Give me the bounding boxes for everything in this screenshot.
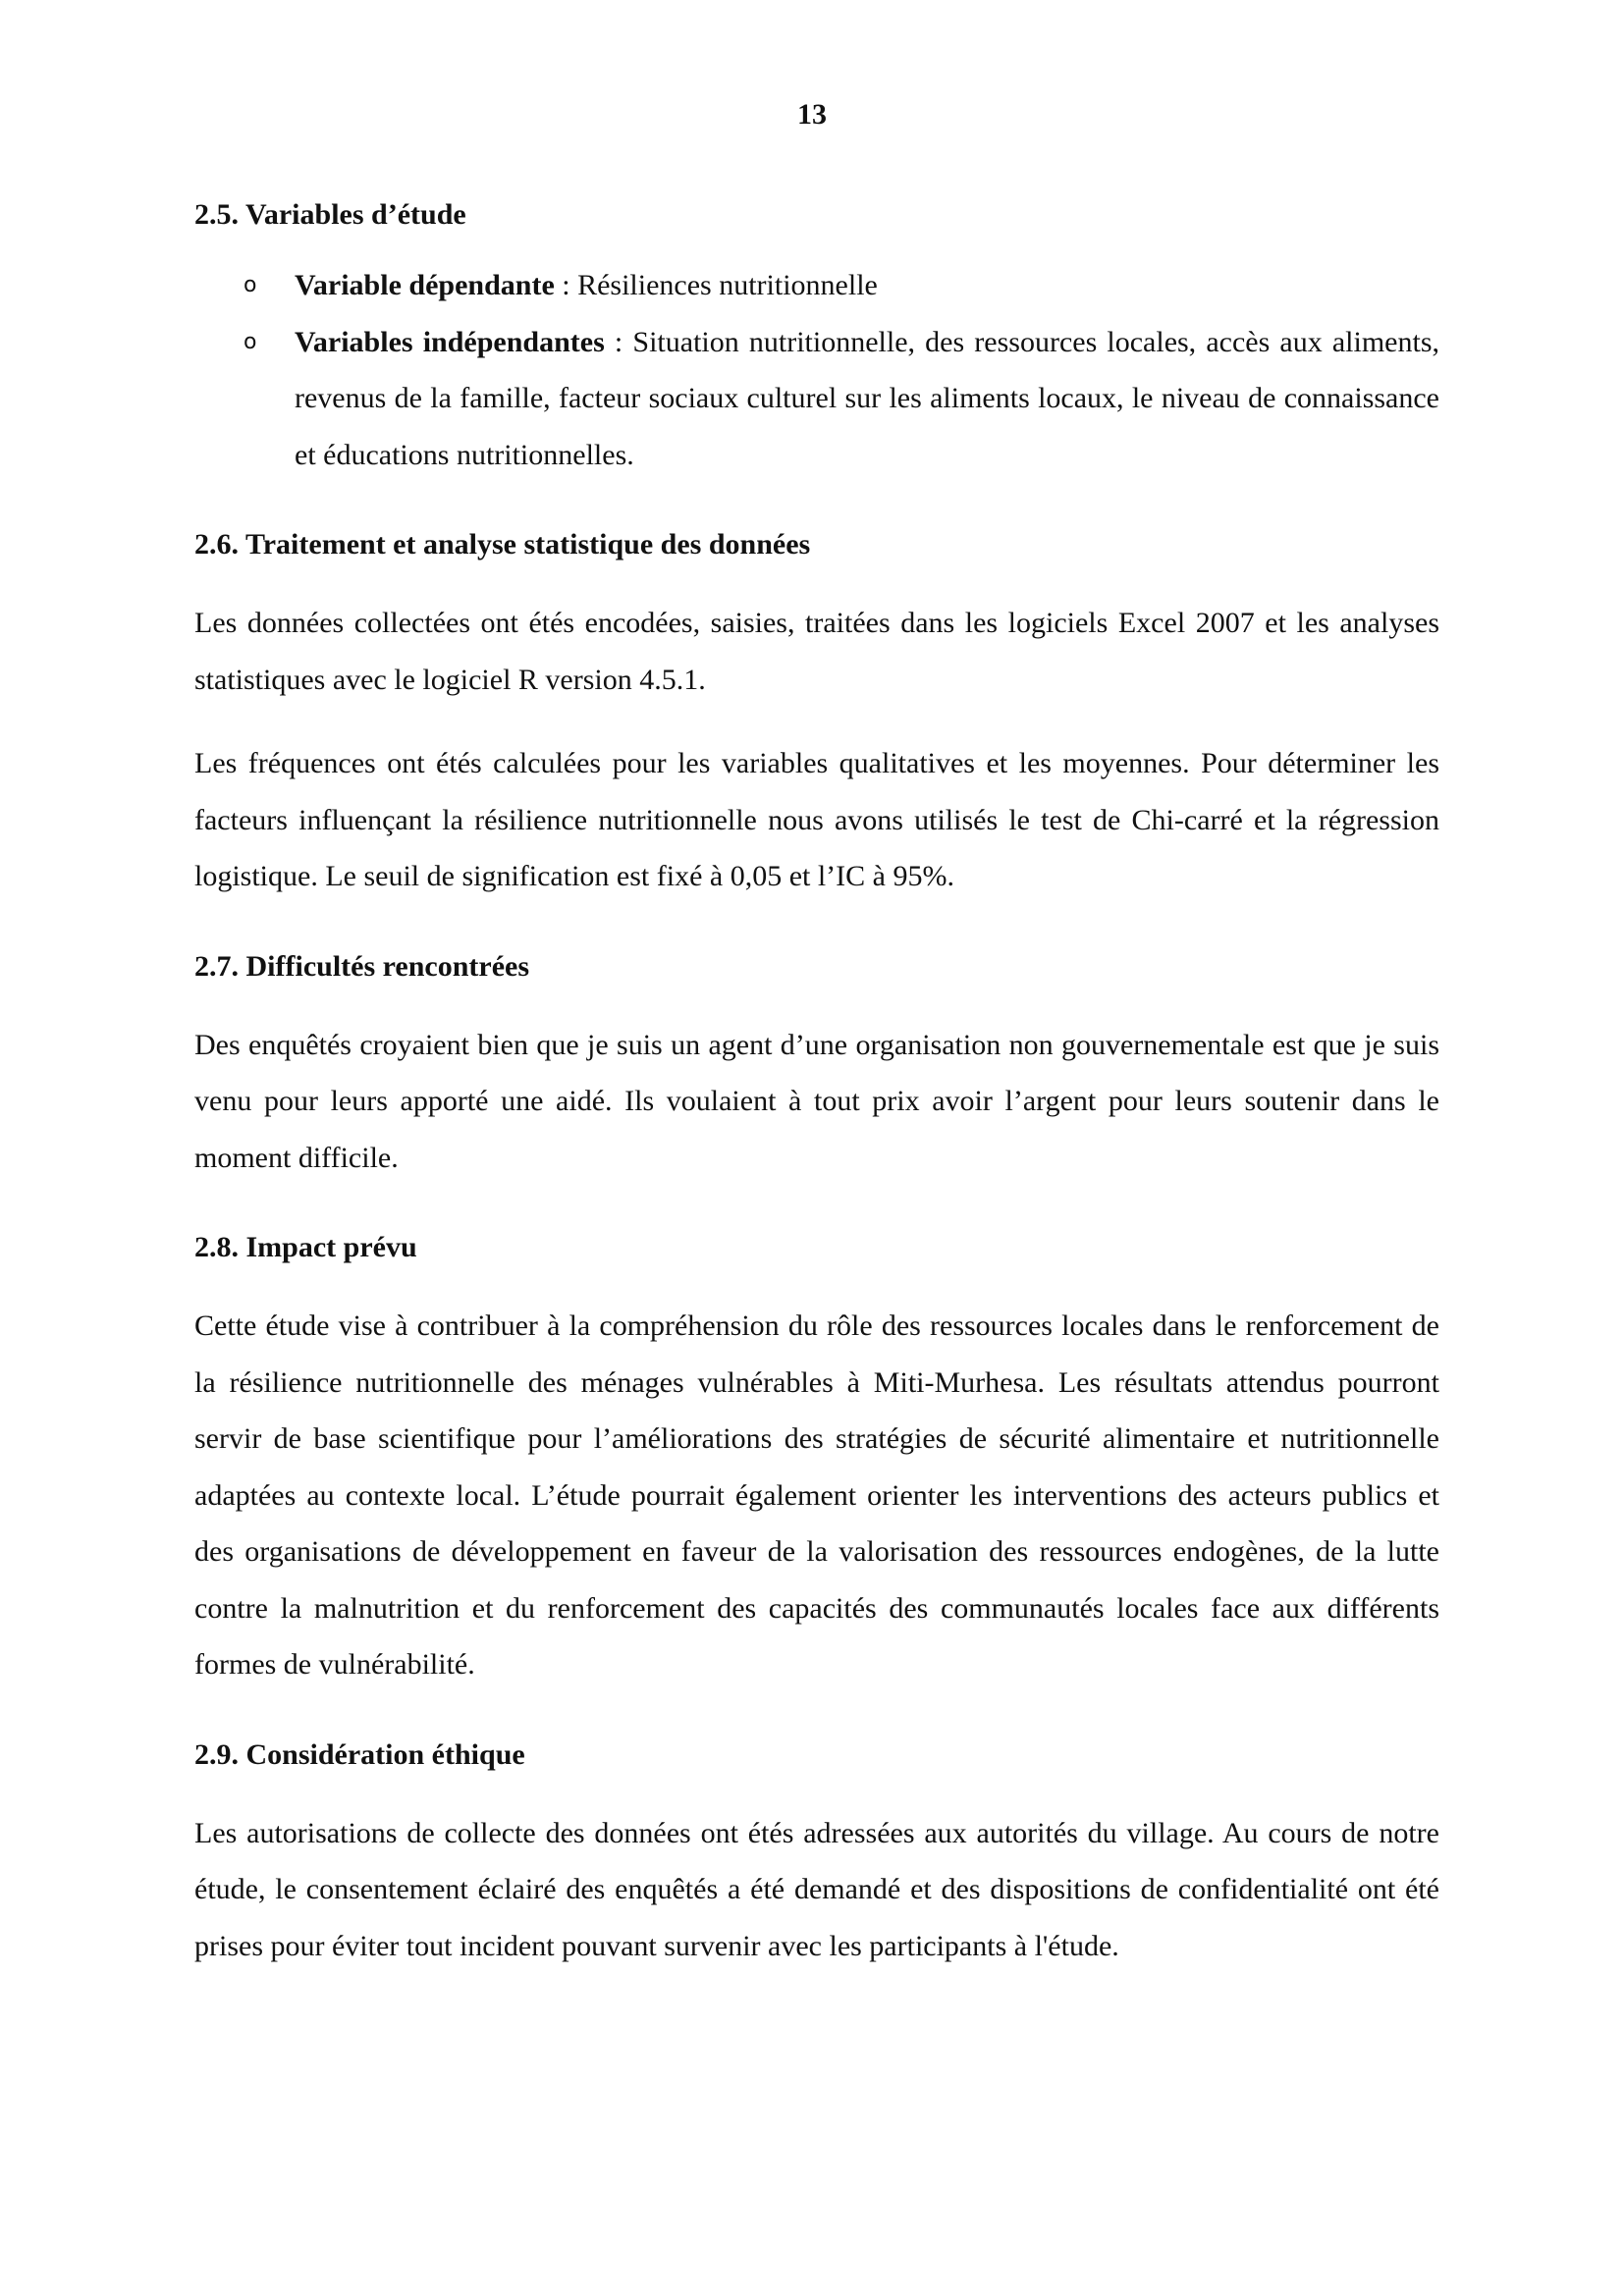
list-item: [194, 257, 1439, 314]
bullet-icon: o: [244, 273, 257, 297]
variable-label: Variables indépendantes: [295, 325, 605, 358]
section-heading: 2.8. Impact prévu: [194, 1231, 417, 1263]
page-content: [194, 192, 1439, 1974]
bullet-icon: o: [244, 329, 257, 354]
variable-label: Variable dépendante: [295, 269, 555, 301]
section-heading: 2.5. Variables d’étude: [194, 198, 466, 231]
list-item: [194, 314, 1439, 484]
section-heading: 2.6. Traitement et analyse statistique des données: [194, 528, 811, 561]
paragraph: Les données collectées ont étés encodées, saisies, traitées dans les logiciels Excel 2007 et les analyses statistiques avec le logiciel R version 4.5.1.: [194, 607, 1439, 696]
section-heading: 2.7. Difficultés rencontrées: [194, 949, 530, 983]
variables-list: [194, 257, 1439, 483]
section-difficultes: [194, 944, 1439, 1187]
paragraph: Cette étude vise à contribuer à la compréhension du rôle des ressources locales dans le renforcement de la résilience nutritionnelle des ménages vulnérables à Miti-Murhesa. Les résultats attendus pourront servir de base scientifique pour l’améliorations des stratégies de sécurité alimentaire et nutritionnelle adaptées au contexte local. L’étude pourrait également orienter les interventions des acteurs publics et des organisations de développement en faveur de la valorisation des ressources endogènes, de la lutte contre la malnutrition et du renforcement des capacités des communautés locales face aux différents formes de vulnérabilité.: [194, 1309, 1439, 1681]
paragraph: Des enquêtés croyaient bien que je suis un agent d’une organisation non gouvernementale est que je suis venu pour leurs apporté une aidé. Ils voulaient à tout prix avoir l’argent pour leurs soutenir dans le moment difficile.: [194, 1028, 1439, 1174]
variable-text: : Résiliences nutritionnelle: [554, 269, 878, 301]
paragraph: Les autorisations de collecte des données ont étés adressées aux autorités du village. Au cours de notre étude, le consentement éclairé des enquêtés a été demandé et des dispositions de confidentialité ont été prises pour éviter tout incident pouvant survenir avec les participants à l'étude.: [194, 1816, 1439, 1962]
section-variables: [194, 192, 1439, 483]
section-traitement: [194, 522, 1439, 905]
section-ethique: [194, 1733, 1439, 1975]
page-number: 13: [797, 98, 827, 131]
variable-text: : Situation nutritionnelle, des ressources locales, accès aux aliments, revenus de la famille, facteur sociaux culturel sur les aliments locaux, le niveau de connaissance et éducations nutritionnelles.: [295, 325, 1440, 471]
paragraph: Les fréquences ont étés calculées pour les variables qualitatives et les moyennes. Pour déterminer les facteurs influençant la résilience nutritionnelle nous avons utilisés le test de Chi-carré et la régression logistique. Le seuil de signification est fixé à 0,05 et l’IC à 95%.: [194, 747, 1439, 892]
section-heading: 2.9. Considération éthique: [194, 1737, 525, 1771]
section-impact: [194, 1225, 1439, 1693]
